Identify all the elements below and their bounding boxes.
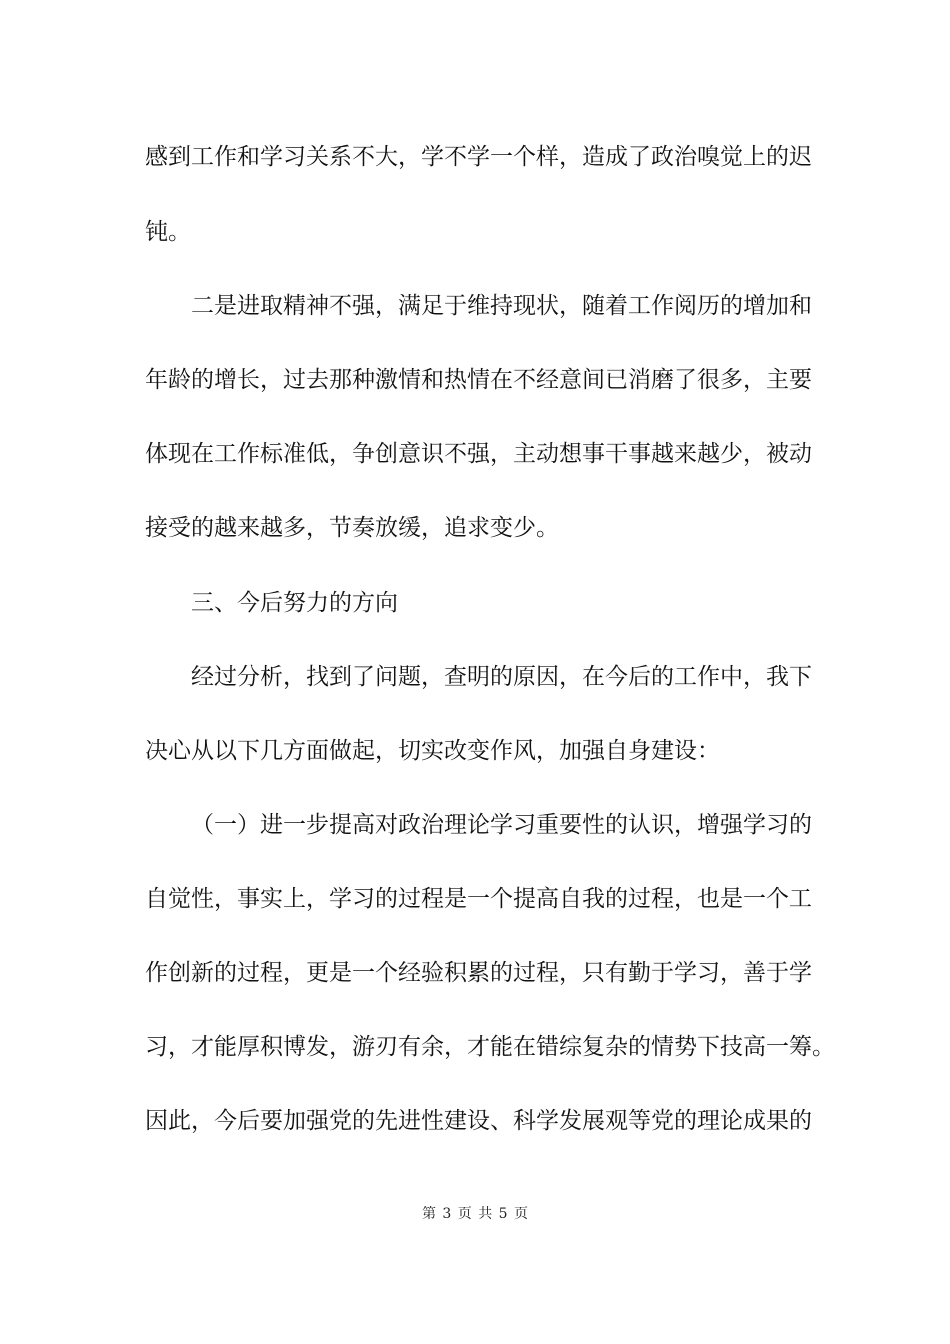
paragraph-start-line: （一）进一步提高对政治理论学习重要性的认识，增强学习的 [191,812,812,838]
body-text-line: 感到工作和学习关系不大，学不学一个样，造成了政治嗅觉上的迟 [145,144,812,170]
body-text-line: 钝。 [145,219,191,245]
body-text-line: 体现在工作标准低，争创意识不强，主动想事干事越来越少，被动 [145,441,812,467]
body-text-line: 因此，今后要加强党的先进性建设、科学发展观等党的理论成果的 [145,1108,812,1134]
paragraph-start-line: 二是进取精神不强，满足于维持现状，随着工作阅历的增加和 [191,293,812,319]
current-page-number: 3 [442,1206,452,1222]
footer-total-prefix: 共 [478,1206,493,1222]
footer-page-word: 页 [457,1206,472,1222]
body-text-line: 决心从以下几方面做起，切实改变作风，加强自身建设： [145,738,720,764]
total-pages-number: 5 [498,1206,508,1222]
section-heading: 三、今后努力的方向 [191,590,398,616]
footer-page-word-end: 页 [514,1206,529,1222]
footer-prefix: 第 [421,1206,436,1222]
body-text-line: 作创新的过程，更是一个经验积累的过程，只有勤于学习，善于学 [145,960,812,986]
body-text-line: 习，才能厚积博发，游刃有余，才能在错综复杂的情势下技高一筹。 [145,1034,835,1060]
body-text-line: 年龄的增长，过去那种激情和热情在不经意间已消磨了很多，主要 [145,367,812,393]
body-text-line: 自觉性，事实上，学习的过程是一个提高自我的过程，也是一个工 [145,886,812,912]
body-text-line: 接受的越来越多，节奏放缓，追求变少。 [145,515,559,541]
paragraph-start-line: 经过分析，找到了问题，查明的原因，在今后的工作中，我下 [191,664,812,690]
page-number-footer [0,1205,950,1223]
